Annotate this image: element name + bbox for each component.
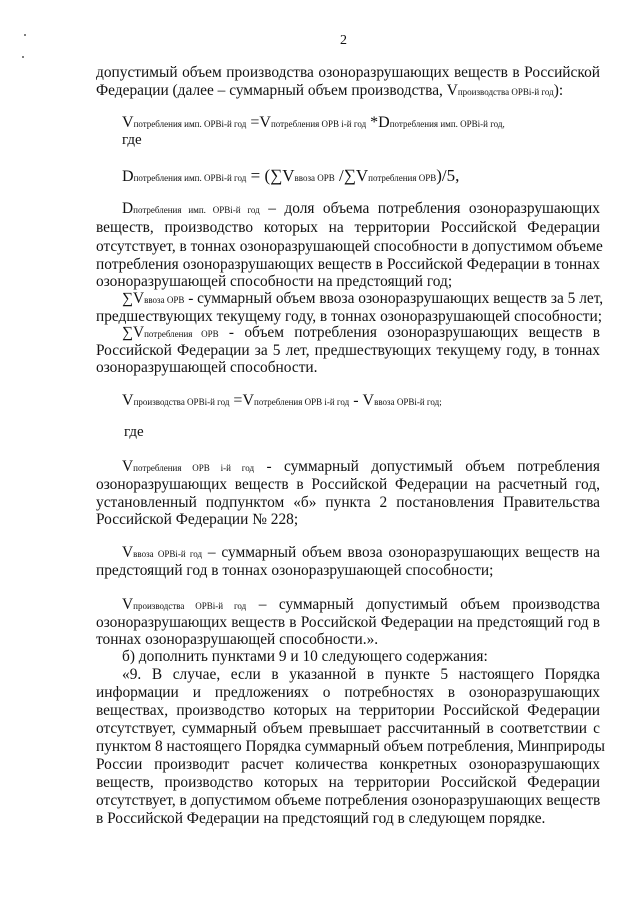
definition-line: ∑Vпотребления ОРВ - объем потребления озоноразрушающих веществ в	[122, 324, 601, 341]
text-line: отсутствует, суммарный объем превышает рассчитанный в соответствии с	[96, 720, 600, 737]
text-line: озоноразрушающей способности на предстоящий год;	[96, 273, 453, 290]
text-line: «9. В случае, если в указанной в пункте 5 настоящего Порядка	[122, 666, 600, 683]
definition-line: Vпотребления ОРВ i-й год - суммарный допустимый объем потребления	[122, 458, 600, 475]
text-line: установленный подпунктом «б» пункта 2 постановления Правительства	[96, 494, 600, 511]
text-line: в Российской Федерации на предстоящий год в следующем порядке.	[96, 810, 546, 827]
text-line: допустимый объем производства озоноразрушающих веществ в Российской	[96, 64, 600, 81]
text-line: информации и предложениях о потребностях в озоноразрушающих	[96, 684, 600, 701]
scan-speck	[22, 56, 24, 58]
text-line: Российской Федерации за 5 лет, предшествующих текущему году, в тоннах	[96, 342, 600, 359]
text-line: пунктом 8 настоящего Порядка суммарный объем потребления, Минприроды	[96, 738, 605, 755]
text-line: б) дополнить пунктами 9 и 10 следующего содержания:	[122, 648, 488, 665]
definition-line: Dпотребления имп. ОРВi-й год – доля объема потребления озоноразрушающих	[122, 200, 600, 217]
text-line: веществах, производство которых на территории Российской Федерации	[96, 702, 600, 719]
where-label: где	[122, 132, 142, 148]
text-line: веществ, производство которых на территории Российской Федерации	[96, 774, 600, 791]
definition-line: Vпроизводства ОРВi-й год – суммарный допустимый объем производства	[122, 596, 600, 613]
text-line: отсутствует, в тоннах озоноразрушающей способности в допустимом объеме	[96, 238, 603, 255]
text-line: Федерации (далее – суммарный объем производства, Vпроизводства ОРВi-й год):	[96, 82, 564, 99]
text-line: озоноразрушающей способности.	[96, 359, 318, 376]
where-label: где	[124, 424, 144, 440]
text-line: озоноразрушающих веществ в Российской Федерации на расчетный год,	[96, 476, 600, 493]
text-line: озоноразрушающих веществ в Российской Федерации на предстоящий год в	[96, 614, 600, 631]
text-line: предшествующих текущему году, в тоннах озоноразрушающей способности;	[96, 308, 603, 325]
text-line: отсутствует, в допустимом объеме потребления озоноразрушающих веществ	[96, 792, 601, 809]
formula-production: Vпроизводства ОРВi-й год =Vпотребления ОРВ i-й год - Vввоза ОРВi-й год;	[122, 392, 442, 409]
scan-speck	[24, 34, 26, 36]
text-line: предстоящий год в тоннах озоноразрушающей способности;	[96, 562, 494, 579]
definition-line: Vввоза ОРВi-й год – суммарный объем ввоза озоноразрушающих веществ на	[122, 544, 600, 561]
text-line: веществ, производство которых на территории Российской Федерации	[96, 219, 600, 236]
text-line: тоннах озоноразрушающей способности.».	[96, 631, 379, 648]
text-line: Российской Федерации № 228;	[96, 511, 299, 528]
page-number: 2	[340, 33, 347, 48]
formula-share: Dпотребления имп. ОРВi-й год = (∑Vввоза ОРВ /∑Vпотребления ОРВ)/5,	[122, 166, 460, 185]
text-line: потребления озоноразрушающих веществ в Российской Федерации в тоннах	[96, 256, 600, 273]
definition-line: ∑Vввоза ОРВ - суммарный объем ввоза озоноразрушающих веществ за 5 лет,	[122, 290, 604, 307]
formula-consumption-import: Vпотребления имп. ОРВi-й год =Vпотребления ОРВ i-й год *Dпотребления имп. ОРВi-й год,	[122, 114, 505, 131]
text-line: России производит расчет количества конкретных озоноразрушающих	[96, 756, 600, 773]
